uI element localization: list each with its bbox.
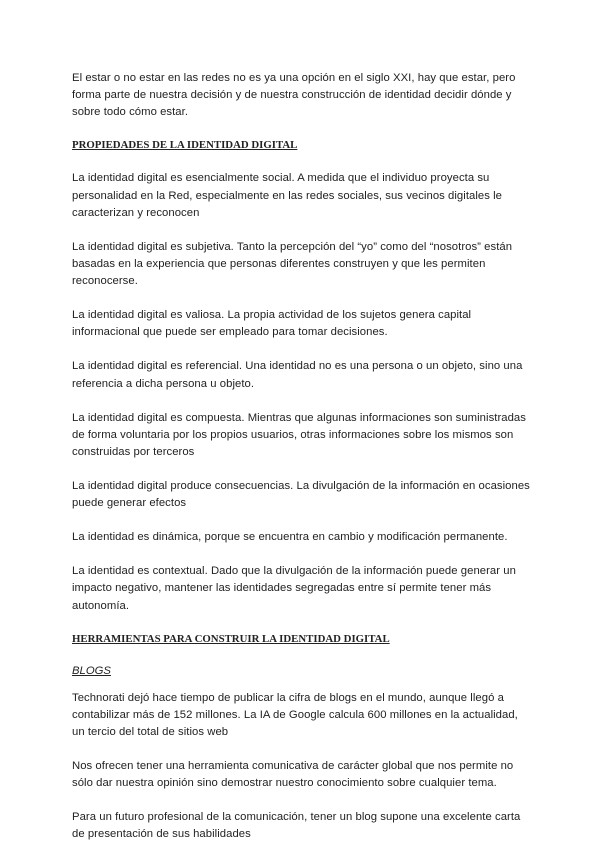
paragraph-compuesta: La identidad digital es compuesta. Mientras que algunas informaciones son suministradas de forma voluntaria por los propios usuarios, otras informaciones sobre los mismos son construidas por terceros xyxy=(72,411,526,459)
paragraph-contextual: La identidad es contextual. Dado que la divulgación de la información puede generar un impacto negativo, mantener las identidades segregadas entre sí permite tener más autonomía. xyxy=(72,565,516,612)
paragraph-valiosa: La identidad digital es valiosa. La propia actividad de los sujetos genera capital informacional que puede ser empleado para tomar decisiones. xyxy=(72,309,472,339)
paragraph-subjetiva: La identidad digital es subjetiva. Tanto la percepción del “yo” como del “nosotros” están basadas en la experiencia que personas diferentes construyen y que les permiten reconocerse. xyxy=(72,240,513,288)
intro-paragraph: El estar o no estar en las redes no es ya una opción en el siglo XXI, hay que estar, pero forma parte de nuestra decisión y de nuestra construcción de identidad decidir dónde y sobre todo cómo estar. xyxy=(72,72,516,119)
paragraph-consecuencias: La identidad digital produce consecuencias. La divulgación de la información en ocasiones puede generar efectos xyxy=(72,480,530,510)
section-heading-herramientas: HERRAMIENTAS PARA CONSTRUIR LA IDENTIDAD DIGITAL xyxy=(72,632,390,645)
paragraph-technorati: Technorati dejó hace tiempo de publicar la cifra de blogs en el mundo, aunque llegó a contabilizar más de 152 millones. La IA de Google calcula 600 millones en la actualidad, un tercio del total de sitios web xyxy=(72,691,518,739)
subheading-blogs: BLOGS xyxy=(72,664,111,677)
paragraph-carta-presentacion: Para un futuro profesional de la comunicación, tener un blog supone una excelente carta de presentación de sus habilidades xyxy=(72,811,521,841)
paragraph-herramienta-comunicativa: Nos ofrecen tener una herramienta comunicativa de carácter global que nos permite no sólo dar nuestra opinión sino demostrar nuestro conocimiento sobre cualquier tema. xyxy=(72,760,514,790)
paragraph-dinamica: La identidad es dinámica, porque se encuentra en cambio y modificación permanente. xyxy=(72,531,508,544)
paragraph-social: La identidad digital es esencialmente social. A medida que el individuo proyecta su personalidad en la Red, especialmente en las redes sociales, sus vecinos digitales le caracterizan y reconocen xyxy=(72,172,503,219)
document-body xyxy=(72,70,532,860)
section-heading-propiedades: PROPIEDADES DE LA IDENTIDAD DIGITAL xyxy=(72,139,298,152)
paragraph-referencial: La identidad digital es referencial. Una identidad no es una persona o un objeto, sino una referencia a dicha persona u objeto. xyxy=(72,360,523,390)
